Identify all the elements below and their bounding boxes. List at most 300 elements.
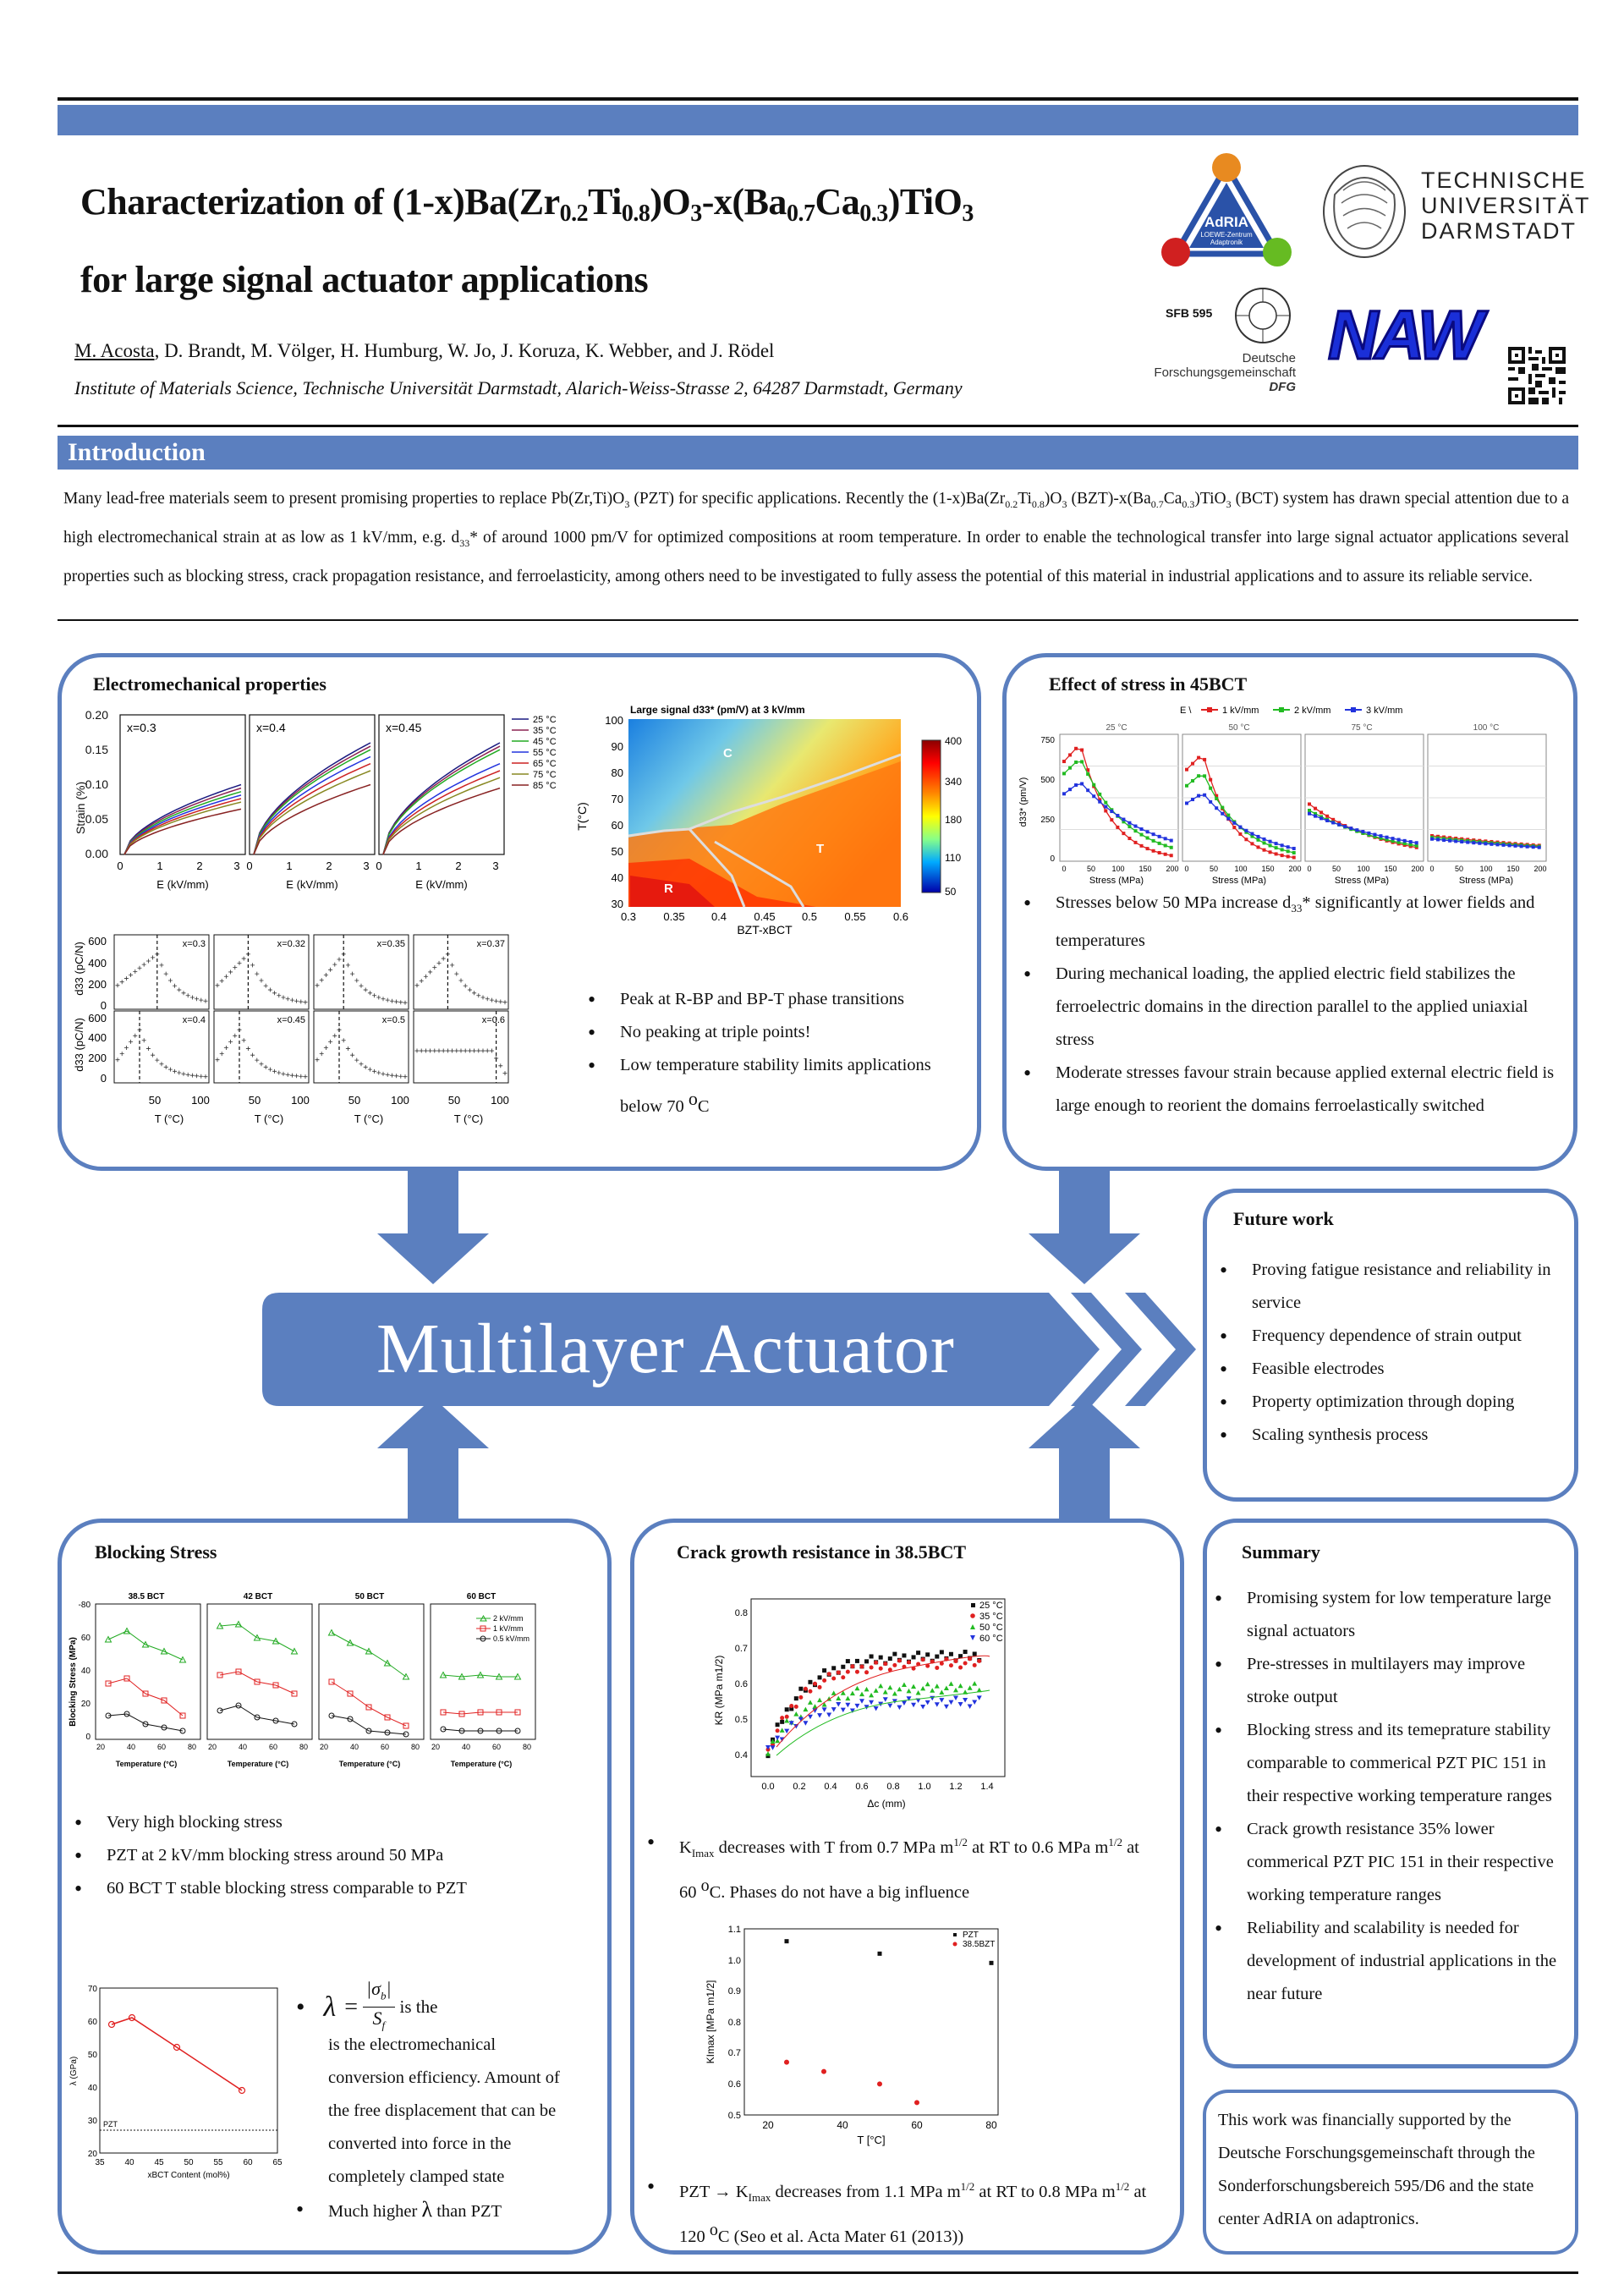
svg-text:0.6: 0.6	[855, 1782, 869, 1792]
svg-text:50 °C: 50 °C	[979, 1623, 1003, 1633]
data-point	[808, 1680, 812, 1684]
svg-text:0: 0	[85, 1733, 91, 1742]
author-list: M. Acosta, D. Brandt, M. Völger, H. Humburg, W. Jo, J. Koruza, K. Webber, and J. Rödel	[74, 340, 775, 361]
data-point	[459, 979, 464, 983]
data-point	[973, 1663, 977, 1667]
data-point	[282, 995, 286, 999]
data-point	[386, 1073, 390, 1077]
multilayer-actuator-label: Multilayer Actuator	[376, 1310, 955, 1388]
data-point	[887, 1685, 892, 1690]
tick-label: 60	[156, 1743, 167, 1751]
data-point	[878, 1952, 882, 1956]
data-point	[902, 1682, 907, 1687]
svg-text:400: 400	[88, 1031, 107, 1044]
svg-text:70: 70	[611, 793, 623, 805]
tick-label: 50	[1086, 865, 1096, 873]
data-point	[897, 1706, 902, 1711]
data-point	[168, 979, 173, 983]
data-point	[272, 991, 277, 995]
legend-label: 55 °C	[533, 748, 557, 758]
svg-text:400: 400	[945, 735, 963, 747]
svg-text:100: 100	[191, 1094, 210, 1107]
data-point	[855, 1659, 859, 1663]
list-item: • Stresses below 50 MPa increase $d_{33}*$ significantly at lower fields and temperatures	[1023, 887, 1556, 958]
presenting-author: M. Acosta	[74, 340, 155, 361]
series-line	[220, 1624, 294, 1651]
tick-label: 150	[1138, 865, 1152, 873]
svg-text:0.7: 0.7	[727, 2048, 741, 2058]
data-point	[260, 979, 264, 983]
data-point	[963, 1698, 968, 1702]
data-point	[390, 1074, 394, 1078]
data-point	[973, 1651, 977, 1656]
svg-text:Temperature (°C): Temperature (°C)	[115, 1760, 178, 1768]
svg-text:40: 40	[87, 2084, 97, 2093]
svg-text:0: 0	[246, 860, 253, 872]
svg-text:x=0.45: x=0.45	[386, 721, 422, 734]
data-point	[368, 991, 372, 995]
data-point	[874, 1706, 879, 1711]
list-item: • Very high blocking stress	[74, 1806, 582, 1839]
data-point	[224, 975, 228, 979]
svg-text:Large signal d33* (pm/V) at 3: Large signal d33* (pm/V) at 3 kV/mm	[630, 704, 805, 716]
svg-text:1.1: 1.1	[727, 1925, 741, 1935]
data-point	[911, 1684, 916, 1689]
data-point	[846, 1670, 850, 1674]
data-point	[949, 1652, 953, 1656]
data-point	[930, 1688, 935, 1693]
tick-label: 80	[299, 1743, 309, 1751]
data-point	[494, 999, 498, 1003]
strain-curve	[383, 746, 500, 854]
svg-text:KR (MPa m1/2): KR (MPa m1/2)	[713, 1655, 725, 1726]
data-point	[459, 1049, 464, 1053]
tick-label: 20	[431, 1743, 441, 1751]
data-point	[120, 1052, 124, 1056]
funding-text: This work was financially supported by the Deutsche Forschungsgemeinschaft through the Sonderforschungsbereich 595/D6 and the state center AdRIA on adaptronics.	[1218, 2111, 1535, 2228]
svg-text:0.35: 0.35	[663, 910, 685, 923]
data-point	[350, 1053, 354, 1057]
d33-panel-label: x=0.5	[381, 1015, 405, 1025]
data-point	[428, 1049, 432, 1053]
data-point	[372, 993, 376, 997]
electromech-title: Electromechanical properties	[93, 673, 326, 695]
data-point	[892, 1663, 897, 1667]
data-point	[133, 1034, 137, 1038]
data-point	[173, 1069, 177, 1074]
series-line	[1187, 776, 1294, 853]
series-line	[1064, 749, 1171, 856]
data-point	[902, 1653, 906, 1657]
svg-text:0.15: 0.15	[85, 743, 108, 756]
future-work-bullets	[1220, 1254, 1566, 1452]
data-point	[855, 1670, 859, 1674]
stress-effect-title: Effect of stress in 45BCT	[1049, 673, 1248, 695]
data-point	[394, 1074, 398, 1078]
data-point	[958, 1702, 963, 1707]
svg-text:60: 60	[87, 2018, 97, 2027]
data-point	[878, 1684, 883, 1689]
svg-text:AdRIA: AdRIA	[1204, 214, 1248, 230]
series-line	[332, 1682, 406, 1726]
data-point	[415, 983, 420, 987]
data-point	[329, 1630, 335, 1636]
data-point	[199, 998, 203, 1002]
svg-text:T(°C): T(°C)	[575, 802, 589, 831]
svg-text:1 kV/mm: 1 kV/mm	[493, 1624, 524, 1633]
data-point	[481, 995, 486, 999]
list-item: • During mechanical loading, the applied electric field stabilizes the ferroelectric domains in the direction parallel to the applied uniaxial stress	[1023, 958, 1556, 1057]
data-point	[424, 1049, 428, 1053]
svg-text:750: 750	[1040, 736, 1055, 745]
svg-text:25 °C: 25 °C	[979, 1601, 1003, 1611]
list-item: • 60 BCT T stable blocking stress comparable to PZT	[74, 1872, 582, 1905]
naw-logo: NAW	[1328, 297, 1480, 374]
data-point	[821, 2069, 826, 2074]
svg-text:1: 1	[415, 860, 422, 872]
data-point	[359, 984, 364, 988]
data-point	[949, 1663, 953, 1667]
svg-text:0.5 kV/mm: 0.5 kV/mm	[493, 1634, 530, 1643]
svg-text:3: 3	[492, 860, 499, 872]
data-point	[794, 1705, 798, 1709]
data-point	[468, 1049, 472, 1053]
data-point	[920, 1705, 925, 1710]
tick-label: 40	[461, 1743, 471, 1751]
svg-text:50: 50	[248, 1094, 261, 1107]
svg-text:90: 90	[611, 740, 623, 753]
svg-text:100: 100	[605, 714, 623, 727]
svg-text:250: 250	[1040, 816, 1055, 825]
data-point	[186, 993, 190, 997]
data-point	[503, 1071, 508, 1075]
data-point	[771, 1745, 776, 1750]
svg-text:38.5BZT: 38.5BZT	[963, 1940, 996, 1949]
tick-label: 60	[380, 1743, 390, 1751]
svg-text:1: 1	[286, 860, 293, 872]
data-point	[860, 1665, 864, 1669]
svg-text:0: 0	[100, 1072, 107, 1085]
data-point	[784, 2060, 789, 2065]
data-point	[948, 1681, 953, 1686]
svg-text:60 °C: 60 °C	[979, 1634, 1003, 1644]
strain-curve	[254, 746, 370, 854]
strain-curve	[124, 785, 241, 855]
tick-label: 40	[349, 1743, 359, 1751]
data-point	[272, 1069, 277, 1074]
data-point	[472, 991, 476, 995]
title-line-1: Characterization of $(1-x)Ba(Zr_{0.2}Ti_{0.8})O_3-x(Ba_{0.7}Ca_{0.3})TiO_3$	[80, 181, 974, 227]
data-point	[808, 1689, 812, 1694]
data-point	[864, 1687, 870, 1692]
block-subpanel	[319, 1604, 424, 1739]
blocking-stress-title: Blocking Stress	[95, 1541, 217, 1563]
data-point	[398, 1074, 403, 1079]
data-point	[503, 1000, 508, 1004]
data-point	[953, 1688, 958, 1693]
list-item: • Reliability and scalability is needed for development of industrial applications in the near future	[1215, 1912, 1568, 2011]
data-point	[428, 969, 432, 974]
data-point	[850, 1664, 854, 1668]
svg-text:1 kV/mm: 1 kV/mm	[1222, 706, 1259, 716]
data-point	[798, 1695, 803, 1700]
data-point	[472, 1049, 476, 1053]
data-point	[446, 1049, 450, 1053]
data-point	[264, 1065, 268, 1069]
data-point	[920, 1686, 925, 1691]
data-point	[798, 1687, 803, 1691]
series-line	[108, 1678, 183, 1716]
svg-text:0.6: 0.6	[734, 1679, 748, 1689]
fit-curve	[776, 1690, 990, 1755]
data-point	[793, 1711, 798, 1717]
d33-panel-label: x=0.6	[481, 1015, 505, 1025]
tick-label: 0	[1184, 865, 1189, 873]
data-point	[116, 1057, 120, 1062]
series-line	[108, 1631, 183, 1660]
svg-text:0.2: 0.2	[793, 1782, 806, 1792]
data-point	[151, 1053, 155, 1057]
svg-text:50: 50	[611, 845, 623, 858]
tick-label: 100	[1111, 865, 1125, 873]
svg-text:340: 340	[945, 776, 963, 788]
svg-text:E (kV/mm): E (kV/mm)	[156, 878, 209, 891]
svg-text:40: 40	[124, 2158, 134, 2167]
svg-text:1.0: 1.0	[727, 1956, 741, 1966]
data-point	[216, 1057, 220, 1062]
data-point	[841, 1665, 845, 1669]
data-point	[775, 1736, 780, 1741]
data-point	[948, 1700, 953, 1706]
svg-text:25 °C: 25 °C	[1106, 723, 1127, 733]
data-point	[780, 1720, 784, 1724]
data-point	[464, 1049, 468, 1053]
svg-text:60 BCT: 60 BCT	[466, 1592, 497, 1601]
svg-text:R: R	[664, 882, 673, 896]
data-point	[142, 963, 146, 967]
svg-text:0.20: 0.20	[85, 708, 108, 722]
svg-text:0.6: 0.6	[892, 910, 909, 923]
data-point	[294, 1074, 299, 1078]
data-point	[242, 957, 246, 961]
svg-text:50 BCT: 50 BCT	[354, 1592, 385, 1601]
svg-text:T (°C): T (°C)	[154, 1112, 184, 1125]
data-point	[255, 1058, 259, 1063]
data-point	[233, 965, 237, 969]
list-item: • Blocking stress and its temeprature stability comparable to commerical PZT PIC 151 in their respective working temperature ranges	[1215, 1714, 1568, 1813]
list-item: • PZT → $K_{Imax}$ decreases from 1.1 MPa $m^{1/2}$ at RT to 0.8 MPa $m^{1/2}$ at 120 $^o$C (Seo et al. Acta Mater 61 (2013))	[647, 2170, 1155, 2254]
svg-text:KImax [MPa m1/2]: KImax [MPa m1/2]	[705, 1980, 716, 2064]
data-point	[224, 1046, 228, 1050]
data-point	[264, 984, 268, 988]
data-point	[151, 955, 155, 959]
data-point	[142, 1038, 146, 1042]
tick-label: 80	[187, 1743, 197, 1751]
svg-text:Blocking Stress (MPa): Blocking Stress (MPa)	[69, 1637, 78, 1727]
data-point	[464, 984, 468, 988]
strain-curve	[254, 743, 370, 854]
data-point	[916, 1690, 921, 1695]
data-point	[977, 1695, 982, 1700]
svg-text:T (°C): T (°C)	[453, 1112, 484, 1125]
data-point	[286, 997, 290, 1001]
data-point	[794, 1696, 798, 1700]
data-point	[228, 969, 233, 974]
strain-curve	[383, 743, 500, 854]
series-line	[1187, 795, 1294, 849]
data-point	[381, 997, 386, 1001]
list-item: • Peak at R-BP and BP-T phase transitions	[588, 983, 960, 1016]
svg-text:38.5 BCT: 38.5 BCT	[128, 1592, 165, 1601]
svg-text:60: 60	[611, 819, 623, 832]
svg-text:42 BCT: 42 BCT	[243, 1592, 273, 1601]
svg-text:50: 50	[148, 1094, 162, 1107]
data-point	[803, 1707, 808, 1712]
data-point	[968, 1705, 973, 1710]
data-point	[394, 1000, 398, 1004]
data-point	[315, 1057, 320, 1062]
crack-bullet-2	[647, 2170, 1155, 2254]
data-point	[877, 2081, 882, 2086]
data-point	[776, 1728, 780, 1733]
data-point	[250, 1053, 255, 1057]
svg-text:LOEWE-Zentrum: LOEWE-Zentrum	[1200, 231, 1253, 239]
strain-ylabel: Strain (%)	[74, 781, 87, 835]
tick-label: 150	[1261, 865, 1275, 873]
data-point	[190, 995, 195, 999]
data-point	[925, 1700, 930, 1706]
data-point	[260, 1062, 264, 1066]
list-item: • Pre-stresses in multilayers may improve stroke output	[1215, 1648, 1568, 1714]
svg-text:0.6: 0.6	[727, 2079, 741, 2090]
data-point	[954, 1659, 958, 1663]
svg-text:80: 80	[611, 766, 623, 779]
svg-text:50: 50	[184, 2158, 194, 2167]
series-line	[1064, 784, 1171, 841]
svg-text:0.0: 0.0	[761, 1782, 775, 1792]
svg-text:100: 100	[491, 1094, 509, 1107]
list-item: • Scaling synthesis process	[1220, 1419, 1566, 1452]
data-point	[845, 1696, 850, 1701]
data-point	[869, 1693, 874, 1698]
data-point	[204, 999, 208, 1003]
svg-text:50 °C: 50 °C	[1228, 723, 1250, 733]
svg-text:0: 0	[100, 999, 107, 1012]
svg-text:50: 50	[447, 1094, 461, 1107]
blocking-stress-bullets	[74, 1806, 582, 1905]
data-point	[299, 1074, 303, 1079]
data-point	[854, 1686, 859, 1691]
svg-text:65: 65	[272, 2158, 283, 2167]
data-point	[888, 1656, 892, 1661]
svg-text:xBCT Content (mol%): xBCT Content (mol%)	[147, 2171, 230, 2180]
svg-text:40: 40	[837, 2119, 848, 2131]
data-point	[328, 968, 332, 972]
d33-panel-label: x=0.45	[277, 1015, 305, 1025]
svg-text:x=0.3: x=0.3	[127, 721, 156, 734]
data-point	[364, 988, 368, 992]
data-point	[859, 1692, 864, 1697]
data-point	[930, 1696, 935, 1701]
svg-text:2 kV/mm: 2 kV/mm	[493, 1614, 524, 1623]
data-point	[454, 1049, 458, 1053]
data-point	[958, 1684, 963, 1689]
affiliation: Institute of Materials Science, Technische Universität Darmstadt, Alarich-Weiss-Strasse 2, 64287 Darmstadt, Germany	[74, 377, 963, 398]
data-point	[415, 1049, 420, 1053]
svg-text:2: 2	[455, 860, 462, 872]
data-point	[403, 1074, 408, 1079]
data-point	[182, 1072, 186, 1076]
data-point	[294, 999, 299, 1003]
data-point	[818, 1675, 822, 1679]
series-line	[108, 1714, 183, 1731]
svg-text:d33 (pC/N): d33 (pC/N)	[73, 942, 85, 996]
tick-label: 40	[126, 1743, 136, 1751]
data-point	[146, 1046, 151, 1051]
svg-text:0.5: 0.5	[727, 2111, 741, 2121]
stress-effect-bullets	[1023, 887, 1556, 1123]
data-point	[328, 1040, 332, 1044]
data-point	[398, 1000, 403, 1004]
data-point	[870, 1665, 874, 1669]
tick-label: 40	[238, 1743, 248, 1751]
data-point	[780, 1716, 784, 1720]
data-point	[846, 1659, 850, 1663]
svg-text:Stress (MPa): Stress (MPa)	[1211, 876, 1267, 886]
data-point	[841, 1675, 845, 1679]
data-point	[925, 1652, 930, 1656]
data-point	[277, 1071, 281, 1075]
data-point	[195, 997, 199, 1001]
svg-text:BZT-xBCT: BZT-xBCT	[737, 923, 793, 937]
data-point	[808, 1715, 813, 1720]
data-point	[346, 1046, 350, 1051]
svg-text:λ (GPa): λ (GPa)	[69, 2056, 79, 2086]
tu-darmstadt-logo-text: TECHNISCHE UNIVERSITÄT DARMSTADT	[1421, 168, 1591, 244]
data-point	[250, 963, 255, 967]
data-point	[160, 1062, 164, 1066]
data-point	[124, 976, 129, 980]
svg-text:3: 3	[233, 860, 240, 872]
list-item: • Moderate stresses favour strain because applied external electric field is large enough to reorient the domains ferroelastically switched	[1023, 1057, 1556, 1123]
series-line	[443, 1712, 518, 1714]
data-point	[897, 1658, 902, 1662]
data-point	[911, 1703, 916, 1708]
legend-label: 75 °C	[533, 770, 557, 780]
data-point	[817, 1698, 822, 1703]
block-subpanel	[207, 1604, 312, 1739]
data-point	[255, 972, 259, 976]
data-point	[129, 1040, 133, 1044]
data-point	[826, 1713, 831, 1718]
data-point	[859, 1699, 864, 1704]
d33-panel-label: x=0.35	[376, 939, 405, 949]
svg-text:0.4: 0.4	[710, 910, 727, 923]
data-point	[822, 1678, 826, 1683]
data-point	[897, 1687, 902, 1692]
strain-curve	[124, 788, 241, 854]
legend-label: 25 °C	[533, 715, 557, 725]
data-point	[776, 1722, 780, 1727]
svg-text:T: T	[816, 842, 825, 856]
data-point	[376, 1071, 381, 1075]
data-point	[831, 1666, 836, 1670]
svg-text:Stress (MPa): Stress (MPa)	[1334, 876, 1390, 886]
data-point	[168, 1068, 173, 1072]
data-point	[350, 972, 354, 976]
svg-text:0.10: 0.10	[85, 777, 108, 791]
data-point	[486, 997, 490, 1001]
